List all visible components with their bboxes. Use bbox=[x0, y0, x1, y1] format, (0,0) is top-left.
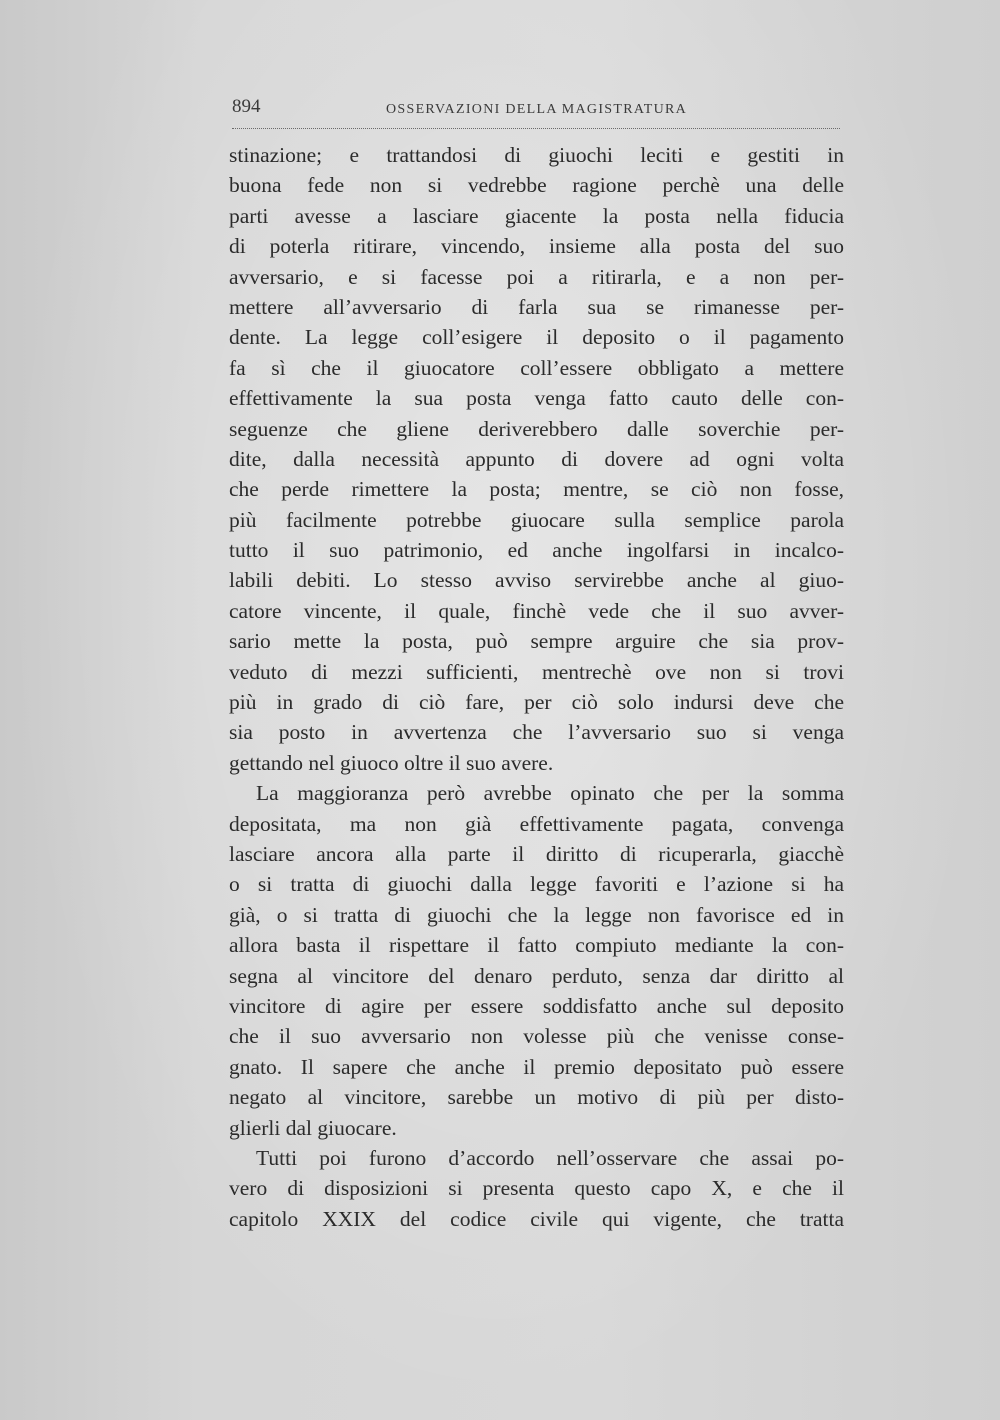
text-line: già, o si tratta di giuochi che la legge non favorisce ed in bbox=[229, 902, 844, 927]
text-line: seguenze che gliene deriverebbero dalle soverchie per- bbox=[229, 416, 844, 441]
text-line: capitolo XXIX del codice civile qui vigente, che tratta bbox=[229, 1206, 844, 1231]
text-line: fa sì che il giuocatore coll’essere obbligato a mettere bbox=[229, 355, 844, 380]
header-rule bbox=[232, 128, 840, 129]
text-line: che il suo avversario non volesse più che venisse conse- bbox=[229, 1024, 844, 1049]
text-line: buona fede non si vedrebbe ragione perchè una delle bbox=[229, 173, 844, 198]
page-number: 894 bbox=[232, 96, 261, 117]
text-line: labili debiti. Lo stesso avviso servirebbe anche al giuo- bbox=[229, 568, 844, 593]
text-line: mettere all’avversario di farla sua se rimanesse per- bbox=[229, 294, 844, 319]
text-line: sario mette la posta, può sempre arguire che sia prov- bbox=[229, 629, 844, 654]
text-line: negato al vincitore, sarebbe un motivo di più per disto- bbox=[229, 1085, 844, 1110]
paragraph-3 bbox=[229, 1143, 844, 1234]
text-line: glierli dal giuocare. bbox=[229, 1115, 397, 1140]
text-line: effettivamente la sua posta venga fatto cauto delle con- bbox=[229, 386, 844, 411]
text-line: veduto di mezzi sufficienti, mentrechè ove non si trovi bbox=[229, 659, 844, 684]
text-line: avversario, e si facesse poi a ritirarla, e a non per- bbox=[229, 264, 844, 289]
running-title: OSSERVAZIONI DELLA MAGISTRATURA bbox=[386, 102, 688, 117]
text-line: gnato. Il sapere che anche il premio depositato può essere bbox=[229, 1054, 844, 1079]
running-header bbox=[232, 92, 842, 132]
text-line: sia posto in avvertenza che l’avversario suo si venga bbox=[229, 720, 844, 745]
text-line: depositata, ma non già effettivamente pagata, convenga bbox=[229, 811, 844, 836]
text-line: gettando nel giuoco oltre il suo avere. bbox=[229, 750, 554, 775]
text-line: allora basta il rispettare il fatto compiuto mediante la con- bbox=[229, 933, 844, 958]
text-line: dite, dalla necessità appunto di dovere ad ogni volta bbox=[229, 446, 844, 471]
text-line: lasciare ancora alla parte il diritto di ricuperarla, giacchè bbox=[229, 841, 844, 866]
text-line: Tutti poi furono d’accordo nell’osservare che assai po- bbox=[256, 1145, 844, 1170]
text-line: dente. La legge coll’esigere il deposito o il pagamento bbox=[229, 325, 844, 350]
text-line: La maggioranza però avrebbe opinato che per la somma bbox=[256, 781, 844, 806]
text-line: più facilmente potrebbe giuocare sulla semplice parola bbox=[229, 507, 844, 532]
text-line: parti avesse a lasciare giacente la posta nella fiducia bbox=[229, 203, 844, 228]
text-line: o si tratta di giuochi dalla legge favoriti e l’azione si ha bbox=[229, 872, 844, 897]
text-line: vero di disposizioni si presenta questo capo X, e che il bbox=[229, 1176, 844, 1201]
text-line: di poterla ritirare, vincendo, insieme alla posta del suo bbox=[229, 234, 844, 259]
paragraph-1 bbox=[229, 140, 844, 778]
paragraph-2 bbox=[229, 778, 844, 1143]
text-line: stinazione; e trattandosi di giuochi leciti e gestiti in bbox=[229, 143, 844, 167]
body-text bbox=[229, 140, 844, 1234]
text-line: che perde rimettere la posta; mentre, se ciò non fosse, bbox=[229, 477, 844, 502]
text-line: catore vincente, il quale, finchè vede che il suo avver- bbox=[229, 598, 844, 623]
text-line: vincitore di agire per essere soddisfatto anche sul deposito bbox=[229, 993, 844, 1018]
text-line: più in grado di ciò fare, per ciò solo indursi deve che bbox=[229, 690, 844, 715]
text-line: segna al vincitore del denaro perduto, senza dar diritto al bbox=[229, 963, 844, 988]
text-line: tutto il suo patrimonio, ed anche ingolfarsi in incalco- bbox=[229, 538, 844, 563]
